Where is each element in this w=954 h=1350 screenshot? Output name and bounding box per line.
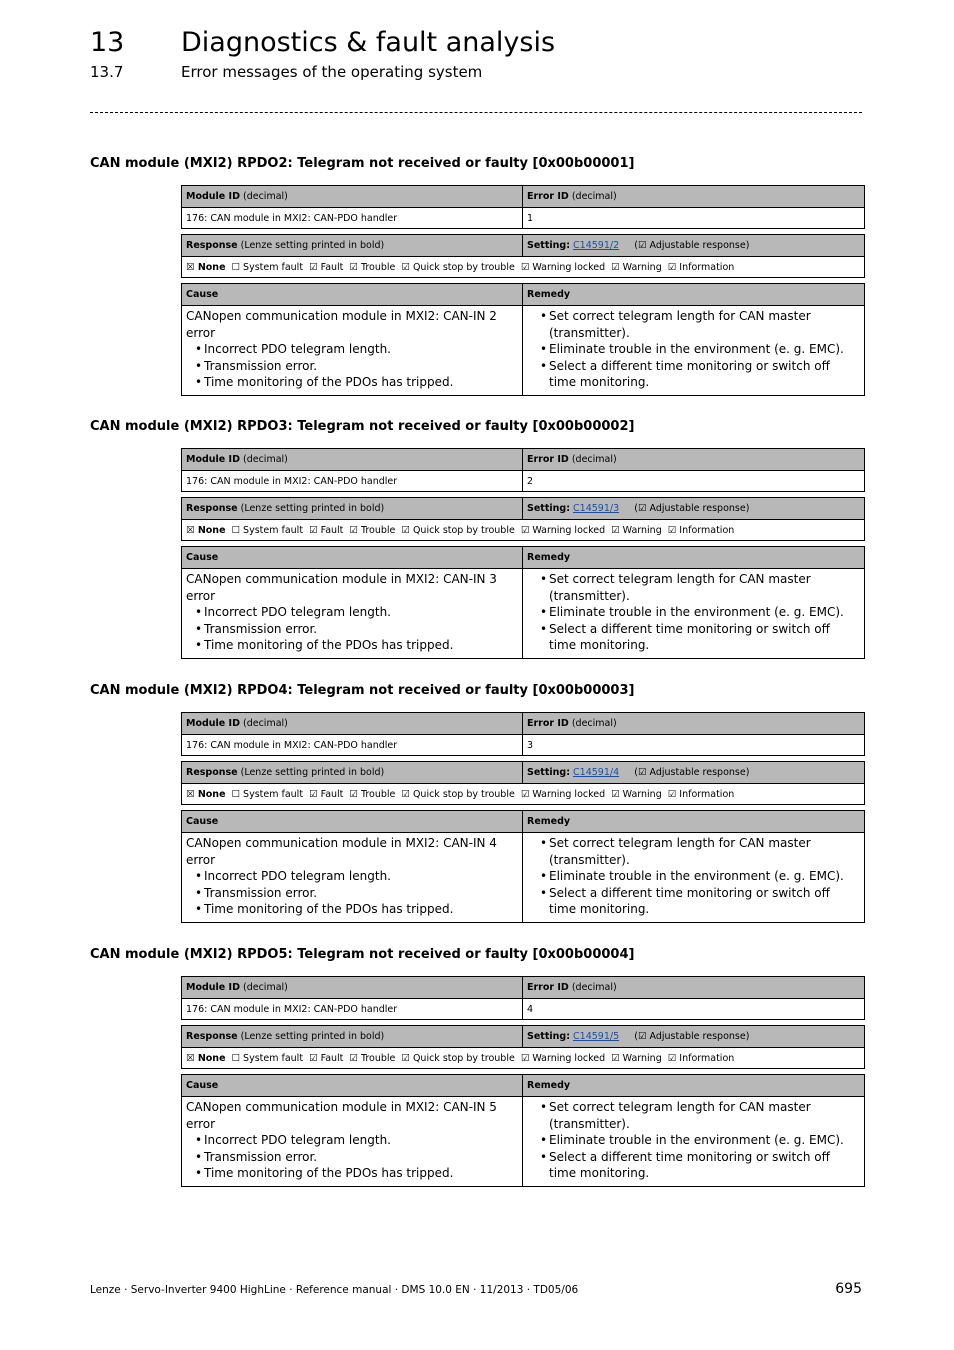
section-title: Error messages of the operating system bbox=[181, 63, 483, 81]
module-id-value: 176: CAN module in MXI2: CAN-PDO handler bbox=[182, 471, 523, 492]
module-id-value: 176: CAN module in MXI2: CAN-PDO handler bbox=[182, 999, 523, 1020]
cause-header: Cause bbox=[182, 811, 523, 833]
page-number: 695 bbox=[835, 1281, 862, 1297]
footer-text: Lenze · Servo-Inverter 9400 HighLine · Reference manual · DMS 10.0 EN · 11/2013 · TD05/06 bbox=[90, 1284, 579, 1296]
cause-item: • Time monitoring of the PDOs has tripped. bbox=[186, 1165, 518, 1182]
remedy-list bbox=[527, 1099, 860, 1182]
module-id-header: Module ID (decimal) bbox=[182, 713, 523, 735]
setting-code-link[interactable]: C14591/2 bbox=[573, 240, 620, 251]
cause-cell bbox=[182, 569, 523, 659]
setting-code-link[interactable]: C14591/3 bbox=[573, 503, 620, 514]
response-option: ☐ System fault bbox=[231, 524, 304, 536]
response-option: ☐ System fault bbox=[231, 261, 304, 273]
module-id-header: Module ID (decimal) bbox=[182, 186, 523, 208]
adjustable-response-label: (☑ Adjustable response) bbox=[634, 767, 750, 778]
cause-main: CANopen communication module in MXI2: CAN-IN 4 error bbox=[186, 836, 497, 867]
remedy-item: • Select a different time monitoring or switch off time monitoring. bbox=[527, 885, 860, 918]
cause-item: • Time monitoring of the PDOs has tripped. bbox=[186, 901, 518, 918]
cause-main: CANopen communication module in MXI2: CAN-IN 3 error bbox=[186, 572, 497, 603]
cause-remedy-table bbox=[181, 546, 865, 659]
cause-cell bbox=[182, 1097, 523, 1187]
error-tables bbox=[181, 448, 864, 659]
remedy-item: • Eliminate trouble in the environment (e. g. EMC). bbox=[527, 604, 860, 621]
response-option: ☑ Quick stop by trouble bbox=[401, 261, 515, 273]
setting-code-link[interactable]: C14591/4 bbox=[573, 767, 620, 778]
response-option: ☑ Quick stop by trouble bbox=[401, 1052, 515, 1064]
remedy-item: • Set correct telegram length for CAN master (transmitter). bbox=[527, 571, 860, 604]
cause-main: CANopen communication module in MXI2: CAN-IN 2 error bbox=[186, 309, 497, 340]
setting-header: Setting: C14591/2 (☑ Adjustable response) bbox=[523, 235, 865, 257]
cause-header: Cause bbox=[182, 1075, 523, 1097]
setting-header: Setting: C14591/5 (☑ Adjustable response) bbox=[523, 1026, 865, 1048]
module-id-header: Module ID (decimal) bbox=[182, 449, 523, 471]
response-options bbox=[182, 520, 865, 541]
cause-list bbox=[186, 1132, 518, 1182]
id-table bbox=[181, 976, 865, 1020]
cause-item: • Time monitoring of the PDOs has tripped. bbox=[186, 637, 518, 654]
error-id-value: 4 bbox=[523, 999, 865, 1020]
response-option: ☑ Fault bbox=[309, 788, 344, 800]
response-option: ☒ None bbox=[186, 1052, 226, 1064]
remedy-cell bbox=[523, 1097, 865, 1187]
response-option: ☑ Information bbox=[667, 261, 735, 273]
response-option: ☑ Trouble bbox=[349, 788, 396, 800]
setting-header: Setting: C14591/3 (☑ Adjustable response) bbox=[523, 498, 865, 520]
section-number: 13.7 bbox=[90, 63, 124, 81]
error-title: CAN module (MXI2) RPDO3: Telegram not received or faulty [0x00b00002] bbox=[90, 419, 635, 434]
cause-cell bbox=[182, 306, 523, 396]
cause-item: • Transmission error. bbox=[186, 885, 518, 902]
adjustable-response-label: (☑ Adjustable response) bbox=[634, 503, 750, 514]
chapter-title: Diagnostics & fault analysis bbox=[181, 27, 556, 58]
cause-list bbox=[186, 604, 518, 654]
cause-header: Cause bbox=[182, 284, 523, 306]
response-option: ☑ Fault bbox=[309, 524, 344, 536]
cause-list bbox=[186, 868, 518, 918]
error-block bbox=[90, 155, 864, 389]
error-id-value: 1 bbox=[523, 208, 865, 229]
response-option: ☑ Information bbox=[667, 788, 735, 800]
response-option: ☑ Warning locked bbox=[520, 1052, 606, 1064]
cause-item: • Incorrect PDO telegram length. bbox=[186, 868, 518, 885]
response-options bbox=[182, 1048, 865, 1069]
remedy-header: Remedy bbox=[523, 811, 865, 833]
response-table bbox=[181, 234, 865, 278]
error-id-header: Error ID (decimal) bbox=[523, 977, 865, 999]
remedy-cell bbox=[523, 569, 865, 659]
response-option: ☑ Warning bbox=[611, 788, 662, 800]
cause-list bbox=[186, 341, 518, 391]
remedy-item: • Eliminate trouble in the environment (e. g. EMC). bbox=[527, 1132, 860, 1149]
response-table bbox=[181, 497, 865, 541]
cause-main: CANopen communication module in MXI2: CAN-IN 5 error bbox=[186, 1100, 497, 1131]
error-block bbox=[90, 946, 864, 1180]
error-title: CAN module (MXI2) RPDO2: Telegram not received or faulty [0x00b00001] bbox=[90, 156, 635, 171]
response-header: Response (Lenze setting printed in bold) bbox=[182, 762, 523, 784]
adjustable-response-label: (☑ Adjustable response) bbox=[634, 1031, 750, 1042]
remedy-list bbox=[527, 571, 860, 654]
cause-item: • Transmission error. bbox=[186, 1149, 518, 1166]
cause-remedy-table bbox=[181, 283, 865, 396]
response-options bbox=[182, 257, 865, 278]
response-option: ☐ System fault bbox=[231, 1052, 304, 1064]
remedy-cell bbox=[523, 306, 865, 396]
cause-item: • Incorrect PDO telegram length. bbox=[186, 604, 518, 621]
remedy-header: Remedy bbox=[523, 547, 865, 569]
remedy-header: Remedy bbox=[523, 284, 865, 306]
response-option: ☑ Information bbox=[667, 524, 735, 536]
cause-cell bbox=[182, 833, 523, 923]
remedy-item: • Select a different time monitoring or switch off time monitoring. bbox=[527, 1149, 860, 1182]
response-option: ☒ None bbox=[186, 524, 226, 536]
remedy-item: • Select a different time monitoring or switch off time monitoring. bbox=[527, 621, 860, 654]
remedy-item: • Select a different time monitoring or switch off time monitoring. bbox=[527, 358, 860, 391]
cause-item: • Time monitoring of the PDOs has tripped. bbox=[186, 374, 518, 391]
adjustable-response-label: (☑ Adjustable response) bbox=[634, 240, 750, 251]
remedy-item: • Eliminate trouble in the environment (e. g. EMC). bbox=[527, 868, 860, 885]
response-option: ☑ Warning bbox=[611, 261, 662, 273]
error-tables bbox=[181, 712, 864, 923]
response-option: ☒ None bbox=[186, 788, 226, 800]
chapter-number: 13 bbox=[90, 27, 125, 58]
error-tables bbox=[181, 976, 864, 1187]
setting-header: Setting: C14591/4 (☑ Adjustable response) bbox=[523, 762, 865, 784]
error-id-header: Error ID (decimal) bbox=[523, 186, 865, 208]
response-table bbox=[181, 761, 865, 805]
error-id-header: Error ID (decimal) bbox=[523, 449, 865, 471]
response-option: ☐ System fault bbox=[231, 788, 304, 800]
response-option: ☑ Warning locked bbox=[520, 524, 606, 536]
cause-header: Cause bbox=[182, 547, 523, 569]
error-title: CAN module (MXI2) RPDO5: Telegram not received or faulty [0x00b00004] bbox=[90, 947, 635, 962]
id-table bbox=[181, 185, 865, 229]
response-option: ☑ Information bbox=[667, 1052, 735, 1064]
module-id-header: Module ID (decimal) bbox=[182, 977, 523, 999]
response-option: ☑ Warning locked bbox=[520, 261, 606, 273]
error-id-value: 2 bbox=[523, 471, 865, 492]
cause-item: • Transmission error. bbox=[186, 621, 518, 638]
response-option: ☑ Trouble bbox=[349, 1052, 396, 1064]
cause-item: • Transmission error. bbox=[186, 358, 518, 375]
response-option: ☑ Trouble bbox=[349, 524, 396, 536]
response-option: ☑ Warning locked bbox=[520, 788, 606, 800]
remedy-item: • Set correct telegram length for CAN master (transmitter). bbox=[527, 308, 860, 341]
response-option: ☒ None bbox=[186, 261, 226, 273]
response-option: ☑ Fault bbox=[309, 1052, 344, 1064]
response-option: ☑ Warning bbox=[611, 524, 662, 536]
error-block bbox=[90, 418, 864, 652]
error-id-value: 3 bbox=[523, 735, 865, 756]
response-header: Response (Lenze setting printed in bold) bbox=[182, 1026, 523, 1048]
header-divider bbox=[90, 112, 862, 113]
module-id-value: 176: CAN module in MXI2: CAN-PDO handler bbox=[182, 208, 523, 229]
remedy-list bbox=[527, 308, 860, 391]
remedy-header: Remedy bbox=[523, 1075, 865, 1097]
remedy-item: • Eliminate trouble in the environment (e. g. EMC). bbox=[527, 341, 860, 358]
error-title: CAN module (MXI2) RPDO4: Telegram not received or faulty [0x00b00003] bbox=[90, 683, 635, 698]
error-tables bbox=[181, 185, 864, 396]
response-option: ☑ Quick stop by trouble bbox=[401, 524, 515, 536]
id-table bbox=[181, 712, 865, 756]
remedy-item: • Set correct telegram length for CAN master (transmitter). bbox=[527, 835, 860, 868]
response-option: ☑ Fault bbox=[309, 261, 344, 273]
response-option: ☑ Trouble bbox=[349, 261, 396, 273]
remedy-item: • Set correct telegram length for CAN master (transmitter). bbox=[527, 1099, 860, 1132]
id-table bbox=[181, 448, 865, 492]
error-id-header: Error ID (decimal) bbox=[523, 713, 865, 735]
module-id-value: 176: CAN module in MXI2: CAN-PDO handler bbox=[182, 735, 523, 756]
response-table bbox=[181, 1025, 865, 1069]
response-option: ☑ Warning bbox=[611, 1052, 662, 1064]
response-options bbox=[182, 784, 865, 805]
cause-remedy-table bbox=[181, 1074, 865, 1187]
response-header: Response (Lenze setting printed in bold) bbox=[182, 235, 523, 257]
setting-code-link[interactable]: C14591/5 bbox=[573, 1031, 620, 1042]
error-block bbox=[90, 682, 864, 916]
response-option: ☑ Quick stop by trouble bbox=[401, 788, 515, 800]
remedy-list bbox=[527, 835, 860, 918]
cause-item: • Incorrect PDO telegram length. bbox=[186, 1132, 518, 1149]
response-header: Response (Lenze setting printed in bold) bbox=[182, 498, 523, 520]
cause-item: • Incorrect PDO telegram length. bbox=[186, 341, 518, 358]
remedy-cell bbox=[523, 833, 865, 923]
cause-remedy-table bbox=[181, 810, 865, 923]
